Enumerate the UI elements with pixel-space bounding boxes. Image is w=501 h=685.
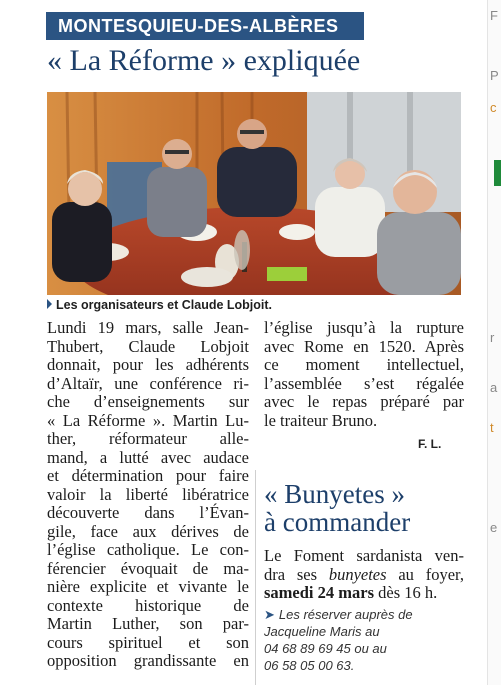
caption-text: Les organisateurs et Claude Lobjoit. — [56, 298, 273, 312]
body-line: cours spirituel et son — [47, 632, 249, 652]
edge-glyph: P — [490, 68, 499, 83]
body-line: avec le repas préparé par — [264, 392, 464, 411]
edge-glyph: e — [490, 520, 498, 535]
body-line: l’église catholique. Le con- — [47, 540, 249, 559]
adjacent-article-edge — [487, 0, 501, 685]
arrow-right-icon: ➤ — [264, 607, 275, 622]
brief-line — [264, 566, 464, 585]
headline: « La Réforme » expliquée — [47, 44, 361, 77]
dinner-table-photo — [47, 92, 461, 295]
brief-text-part: dra ses — [264, 564, 329, 584]
body-line: valoir la liberté libératrice — [47, 484, 249, 504]
column-divider — [255, 470, 256, 685]
info-line: 04 68 89 69 45 ou au — [264, 641, 387, 656]
body-line: che d’enseignements sur — [47, 392, 249, 411]
body-line: donnait, pour les adhérents — [47, 355, 249, 374]
brief-text-part: au foyer, — [386, 564, 464, 584]
body-line: mand, a lutté avec audace — [47, 447, 249, 467]
brief-line — [264, 584, 464, 603]
body-line: ther, réformateur alle- — [47, 429, 249, 448]
edge-glyph: c — [490, 100, 497, 115]
body-line: et détermination pour faire — [47, 466, 249, 485]
triangle-right-icon — [47, 299, 52, 309]
green-marker — [494, 160, 501, 186]
body-line: ce moment intellectuel, — [264, 355, 464, 374]
brief-emphasis: bunyetes — [328, 564, 387, 584]
body-line: gile, face aux dérives de — [47, 521, 249, 541]
sub-headline-line: « Bunyetes » — [264, 479, 405, 509]
info-line — [264, 606, 469, 623]
brief-date: samedi 24 mars — [264, 583, 374, 602]
sub-headline — [264, 480, 410, 536]
sub-headline-line: à commander — [264, 507, 411, 537]
info-line: Jacqueline Maris au — [264, 624, 380, 639]
body-line: Lundi 19 mars, salle Jean- — [47, 318, 249, 337]
brief-line: Le Foment sardanista ven- — [264, 546, 464, 565]
body-line: l’assemblée s’est régalée — [264, 373, 464, 393]
brief-text — [264, 547, 464, 603]
brief-text-part: dès 16 h. — [374, 583, 438, 602]
body-line: l’église jusqu’à la rupture — [264, 318, 464, 337]
body-line: le traiteur Bruno. — [264, 410, 378, 430]
photo-caption — [47, 298, 467, 312]
edge-glyph: r — [490, 330, 495, 345]
body-line: d’Altaïr, une conférence ri- — [47, 373, 249, 393]
section-label: MONTESQUIEU-DES-ALBÈRES — [46, 12, 364, 40]
contact-info — [264, 606, 469, 674]
edge-glyph: a — [490, 380, 498, 395]
body-line: nière explicite et vivante le — [47, 577, 249, 596]
article-column-2 — [264, 319, 464, 430]
body-line: férencier évoquait de ma- — [47, 558, 249, 578]
edge-glyph: F — [490, 8, 498, 23]
article-photo — [47, 92, 461, 295]
body-line: Martin Luther, son par- — [47, 614, 249, 633]
body-line: « La Réforme ». Martin Lu- — [47, 410, 249, 430]
article-column-1 — [47, 319, 249, 671]
body-line: découverte dans l’Évan- — [47, 503, 249, 522]
body-line: contexte historique de — [47, 595, 249, 615]
body-line: avec Rome en 1520. Après — [264, 336, 464, 356]
info-line: 06 58 05 00 63. — [264, 658, 355, 673]
edge-glyph: t — [490, 420, 494, 435]
info-text: Les réserver auprès de — [278, 607, 413, 622]
body-line: Thubert, Claude Lobjoit — [47, 336, 249, 356]
author-signature: F. L. — [418, 437, 442, 451]
body-line: opposition grandissante en — [47, 651, 249, 670]
